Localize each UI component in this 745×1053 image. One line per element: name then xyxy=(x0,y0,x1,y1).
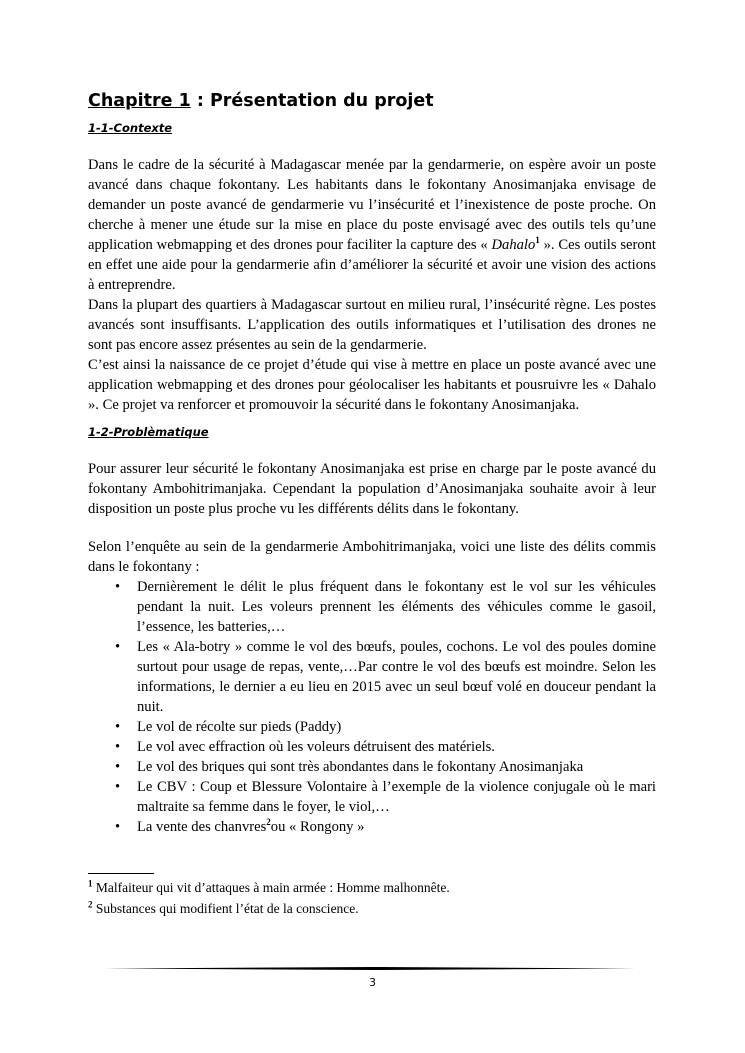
footnote-2: $^2$ Substances qui modifient l’état de la conscience. xyxy=(88,899,359,916)
bullet-icon: • xyxy=(115,639,121,655)
page-number: 3 xyxy=(369,976,376,989)
offense-list xyxy=(88,577,656,837)
list-item: • Le vol de récolte sur pieds (Paddy) xyxy=(115,719,342,735)
list-item: • Les « Ala-botry » comme le vol des bœufs, poules, cochons. Le vol des poules domine surtout pour usage de repas, vente,…Par contre le vol des bœufs est moindre. Selon les informations, le dernier a eu lieu en 2015 avec un seul bœuf volé en douceur pendant la nuit. xyxy=(115,639,656,715)
chapter-title xyxy=(88,89,656,113)
list-item: • Dernièrement le délit le plus fréquent dans le fokontany est le vol sur les véhicules pendant la nuit. Les voleurs prennent les éléments des véhicules comme le gasoil, l’essence, les batteries,… xyxy=(115,579,656,635)
bullet-icon: • xyxy=(115,819,121,835)
bullet-icon: • xyxy=(115,739,121,755)
footer-divider xyxy=(104,967,641,970)
chapter-title-text: : Présentation du projet xyxy=(190,91,434,111)
bullet-icon: • xyxy=(115,779,121,795)
list-item: • Le CBV : Coup et Blessure Volontaire à l’exemple de la violence conjugale où le mari maltraite sa femme dans le foyer, le viol,… xyxy=(115,779,656,815)
section-heading-contexte: 1-1-Contexte xyxy=(88,121,173,135)
footnote-1: $^1$ Malfaiteur qui vit d’attaques à main armée : Homme malhonnête. xyxy=(88,878,450,895)
chapter-number: Chapitre 1 xyxy=(88,91,191,111)
bullet-icon: • xyxy=(115,579,121,595)
document-page xyxy=(88,80,656,837)
paragraph: Selon l’enquête au sein de la gendarmerie Ambohitrimanjaka, voici une liste des délits commis dans le fokontany : xyxy=(88,539,656,575)
list-item: • La vente des chanvres$^2$ou « Rongony » xyxy=(115,817,365,835)
footnote-ref: 2 xyxy=(266,817,271,828)
italic-term: Dahalo xyxy=(491,237,536,253)
paragraph: Dans le cadre de la sécurité à Madagascar menée par la gendarmerie, on espère avoir un poste avancé dans chaque fokontany. Les habitants dans le fokontany Anosimanjaka envisage de demander un poste avancé de gendarmerie vu l’insécurité et l’inexistence de poste proche. On cherche à mener une étude sur la mise en place du poste envisagé avec des outils tels qu’une application webmapping et des drones pour faciliter la capture des « Dahalo$^1$ ». Ces outils seront en effet une aide pour la gendarmerie afin d’améliorer la sécurité et avoir une vision des actions à entreprendre. xyxy=(88,157,656,293)
paragraph: C’est ainsi la naissance de ce projet d’étude qui vise à mettre en place un poste avancé avec une application webmapping et des drones pour géolocaliser les habitants et pousruivre les « Dahalo ». Ce projet va renforcer et promouvoir la sécurité dans le fokontany Anosimanjaka. xyxy=(88,357,656,413)
footnote-ref: 1 xyxy=(535,235,540,246)
footnote-mark: 1 xyxy=(88,878,93,889)
paragraph: Pour assurer leur sécurité le fokontany Anosimanjaka est prise en charge par le poste avancé du fokontany Ambohitrimanjaka. Cependant la population d’Anosimanjaka souhaite avoir à leur disposition un poste plus proche vu les différents délits dans le fokontany. xyxy=(88,461,656,517)
footnote-separator xyxy=(88,873,154,874)
bullet-icon: • xyxy=(115,759,121,775)
list-item: • Le vol avec effraction où les voleurs détruisent des matériels. xyxy=(115,739,495,755)
paragraph: Dans la plupart des quartiers à Madagascar surtout en milieu rural, l’insécurité règne. Les postes avancés sont insuffisants. L’application des outils informatiques et l’utilisation des drones ne sont pas encore assez présentes au sein de la gendarmerie. xyxy=(88,297,656,353)
footnote-mark: 2 xyxy=(88,899,93,910)
bullet-icon: • xyxy=(115,719,121,735)
list-item: • Le vol des briques qui sont très abondantes dans le fokontany Anosimanjaka xyxy=(115,759,584,775)
section-heading-problematique: 1-2-Problèmatique xyxy=(88,425,209,439)
